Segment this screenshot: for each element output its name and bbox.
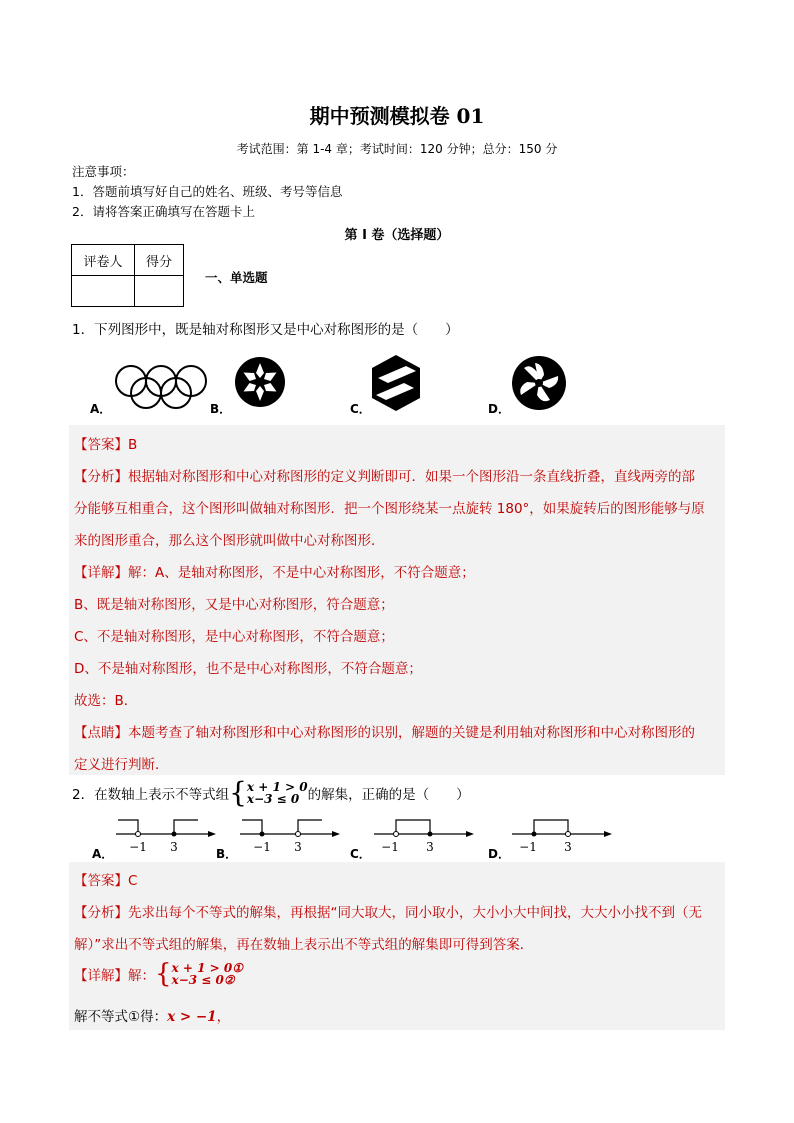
answer-tag: 【答案】 — [74, 873, 128, 889]
grader-label: 评卷人 — [72, 245, 135, 276]
analysis-line: 来的图形重合，那么这个图形就叫做中心对称图形． — [74, 533, 385, 549]
tick-3: 3 — [426, 840, 434, 854]
q1-option-c-label: C． — [350, 402, 371, 416]
answer-value: C — [128, 873, 138, 889]
q2-option-d-label: D． — [488, 847, 510, 861]
solution-system — [172, 962, 243, 986]
detail-line: 故选：B． — [74, 693, 138, 709]
analysis-line: 根据轴对称图形和中心对称图形的定义判断即可．如果一个图形沿一条直线折叠，直线两旁的部 — [128, 469, 695, 485]
q2-stem-pre: 2．在数轴上表示不等式组 — [72, 787, 230, 803]
detail-line: C、不是轴对称图形，是中心对称图形，不符合题意； — [74, 629, 394, 645]
number-line-a — [114, 816, 218, 856]
q2-option-c-label: C． — [350, 847, 371, 861]
tick-neg1: −1 — [519, 840, 537, 854]
inequality-1: x + 1 > 0 — [246, 780, 308, 794]
tick-neg1: −1 — [129, 840, 147, 854]
detail-tag: 【详解】 — [74, 565, 128, 581]
number-line-b — [238, 816, 342, 856]
analysis-tag: 【分析】 — [74, 469, 128, 485]
q2-option-a-label: A． — [92, 847, 114, 861]
question-1-stem: 1．下列图形中，既是轴对称图形又是中心对称图形的是（ ） — [72, 322, 459, 338]
snowflake-star-figure — [234, 356, 286, 408]
brace: { — [229, 776, 247, 809]
question-2-stem — [72, 776, 470, 809]
olympic-rings-figure — [114, 364, 208, 410]
q2-stem-post: 的解集，正确的是（ ） — [307, 787, 470, 803]
last-line-post: ， — [216, 1009, 231, 1025]
q2-option-b-label: B． — [216, 847, 238, 861]
detail-line: B、既是轴对称图形，又是中心对称图形，符合题意； — [74, 597, 394, 613]
analysis-line: 先求出每个不等式的解集，再根据“同大取大，同小取小，大小小大中间找，大大小小找不到（无 — [128, 905, 702, 921]
comment-line: 本题考查了轴对称图形和中心对称图形的识别，解题的关键是利用轴对称图形和中心对称图形的 — [128, 725, 695, 741]
number-line-d — [510, 816, 614, 856]
note-item: 1．答题前填写好自己的姓名、班级、考号等信息 — [72, 184, 343, 199]
brace: { — [155, 959, 172, 989]
analysis-line: 分能够互相重合，这个图形叫做轴对称图形．把一个图形绕某一点旋转 180°，如果旋转后的图形能够与原 — [74, 501, 705, 517]
tick-neg1: −1 — [381, 840, 399, 854]
score-cell — [135, 276, 184, 307]
z-hexagon-figure — [370, 354, 422, 412]
page-title: 期中预测模拟卷 01 — [309, 104, 485, 128]
answer-value: B — [128, 437, 138, 453]
answer-tag: 【答案】 — [74, 437, 128, 453]
solution-2: x−3 ≤ 0② — [171, 973, 235, 987]
inequality-system — [247, 781, 308, 805]
q1-option-d-label: D． — [488, 402, 510, 416]
analysis-tag: 【分析】 — [74, 905, 128, 921]
solution-1: x + 1 > 0① — [171, 961, 243, 975]
score-table — [71, 244, 184, 307]
analysis-line: 解）”求出不等式组的解集，再在数轴上表示出不等式组的解集即可得到答案． — [74, 937, 534, 953]
inequality-2: x−3 ≤ 0 — [246, 792, 300, 806]
tick-3: 3 — [294, 840, 302, 854]
number-line-c — [372, 816, 476, 856]
part-title: 一、单选题 — [205, 270, 268, 285]
notes-heading: 注意事项： — [72, 164, 135, 179]
exam-meta: 考试范围：第 1-4 章；考试时间：120 分钟；总分：150 分 — [236, 142, 558, 156]
q1-option-b-label: B． — [210, 402, 232, 416]
tick-neg1: −1 — [253, 840, 271, 854]
q1-option-a-label: A． — [90, 402, 112, 416]
comment-tag: 【点睛】 — [74, 725, 128, 741]
tick-3: 3 — [170, 840, 178, 854]
last-line-math: x > −1 — [167, 1009, 217, 1025]
section-title: 第 I 卷（选择题） — [344, 228, 450, 243]
score-label: 得分 — [135, 245, 184, 276]
detail-line: 解：A、是轴对称图形，不是中心对称图形，不符合题意； — [128, 565, 475, 581]
grader-cell — [72, 276, 135, 307]
tick-3: 3 — [564, 840, 572, 854]
detail-line: D、不是轴对称图形，也不是中心对称图形，不符合题意； — [74, 661, 422, 677]
note-item: 2．请将答案正确填写在答题卡上 — [72, 204, 255, 219]
detail-pre: 解： — [128, 968, 155, 984]
pinwheel-figure — [511, 355, 567, 411]
detail-tag: 【详解】 — [74, 968, 128, 984]
last-line-pre: 解不等式①得： — [74, 1009, 168, 1025]
comment-line: 定义进行判断． — [74, 757, 169, 773]
